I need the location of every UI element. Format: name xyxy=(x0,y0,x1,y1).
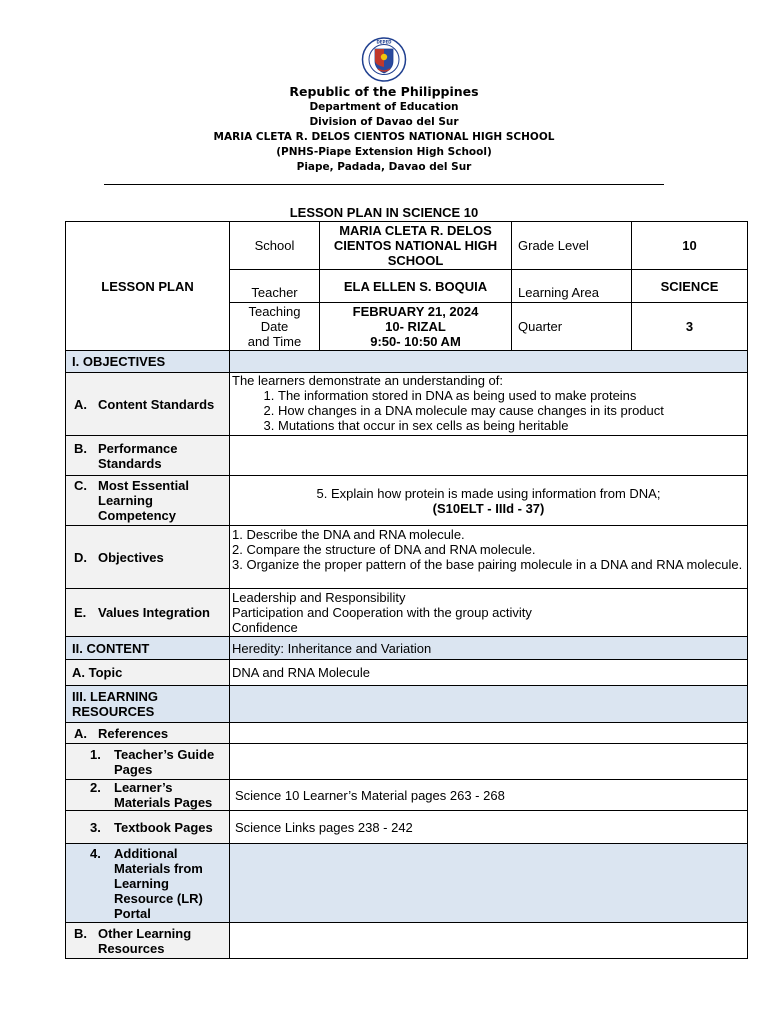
grade-level-value: 10 xyxy=(632,222,748,270)
additional-materials-value xyxy=(230,844,748,923)
school-heading: MARIA CLETA R. DELOS CIENTOS NATIONAL HIGH SCHOOL xyxy=(213,131,555,143)
content-standards-text: Content Standards xyxy=(98,396,215,412)
other-resources-text-line2: Resources xyxy=(98,940,165,956)
textbook-pages-label xyxy=(66,811,230,844)
additional-materials-text-line1: Additional xyxy=(114,845,178,861)
document-title: LESSON PLAN IN SCIENCE 10 xyxy=(289,205,479,220)
content-heading-value: Heredity: Inheritance and Variation xyxy=(230,637,748,660)
content-standards-intro: The learners demonstrate an understanding of: xyxy=(232,373,504,388)
textbook-pages-text: Textbook Pages xyxy=(114,819,213,835)
learners-materials-text-line1: Learner’s xyxy=(114,780,173,795)
objectives-heading-blank xyxy=(230,351,748,373)
melc-text-line3: Competency xyxy=(98,508,177,523)
melc-value xyxy=(230,476,748,526)
learners-materials-text-line2: Materials Pages xyxy=(114,795,213,810)
content-standard-item: 3. Mutations that occur in sex cells as being heritable xyxy=(278,418,745,433)
extension-heading: (PNHS-Piape Extension High School) xyxy=(276,146,492,158)
additional-materials-text-line4: Resource (LR) xyxy=(114,890,203,906)
deped-seal-logo xyxy=(354,37,414,82)
header-divider xyxy=(104,184,664,185)
learning-resources-heading-line2: RESOURCES xyxy=(72,704,155,719)
school-label: School xyxy=(230,222,320,270)
references-label xyxy=(66,723,230,744)
objective-item: 1. Describe the DNA and RNA molecule. xyxy=(232,527,465,542)
additional-materials-text-line5: Portal xyxy=(114,905,151,921)
teaching-date-value xyxy=(320,303,512,351)
topic-label: A. Topic xyxy=(66,660,230,686)
content-standard-item: 2. How changes in a DNA molecule may cause changes in its product xyxy=(278,403,745,418)
value-item: Confidence xyxy=(232,620,298,635)
learning-resources-heading-blank xyxy=(230,686,748,723)
other-resources-text-line1: Other Learning xyxy=(98,925,192,941)
teachers-guide-label xyxy=(66,744,230,780)
objectives-letter: D. xyxy=(74,549,87,565)
quarter-value: 3 xyxy=(632,303,748,351)
references-letter: A. xyxy=(74,725,87,741)
time-value: 9:50- 10:50 AM xyxy=(370,334,461,349)
learners-materials-label xyxy=(66,780,230,811)
learning-area-label: Learning Area xyxy=(512,270,632,303)
objectives-value xyxy=(230,526,748,589)
additional-materials-text-line3: Learning xyxy=(114,875,169,891)
performance-standards-label xyxy=(66,436,230,476)
objectives-heading: I. OBJECTIVES xyxy=(66,351,230,373)
lesson-plan-table xyxy=(65,221,748,959)
content-standards-label xyxy=(66,373,230,436)
performance-standards-text-line1: Performance xyxy=(98,440,178,456)
grade-level-label: Grade Level xyxy=(512,222,632,270)
performance-standards-letter: B. xyxy=(74,440,87,456)
content-heading: II. CONTENT xyxy=(66,637,230,660)
melc-text-line1: Most Essential xyxy=(98,478,190,493)
content-standards-list xyxy=(232,388,745,433)
division-heading: Division of Davao del Sur xyxy=(309,116,459,128)
melc-text-line2: Learning xyxy=(98,493,153,508)
learning-resources-heading xyxy=(66,686,230,723)
value-item: Participation and Cooperation with the group activity xyxy=(232,605,532,620)
teachers-guide-value xyxy=(230,744,748,780)
learners-materials-value: Science 10 Learner’s Material pages 263 - 268 xyxy=(230,780,748,811)
teaching-date-label xyxy=(230,303,320,351)
content-standard-item: 1. The information stored in DNA as being used to make proteins xyxy=(278,388,745,403)
values-text: Values Integration xyxy=(98,605,210,620)
teachers-guide-text-line1: Teacher’s Guide xyxy=(114,746,215,762)
other-resources-label xyxy=(66,923,230,959)
teacher-value: ELA ELLEN S. BOQUIA xyxy=(320,270,512,303)
teaching-date-label-line3: and Time xyxy=(247,334,302,349)
content-standards-value xyxy=(230,373,748,436)
learning-resources-heading-line1: III. LEARNING xyxy=(72,689,158,704)
address-heading: Piape, Padada, Davao del Sur xyxy=(296,161,472,173)
objectives-label xyxy=(66,526,230,589)
melc-competency: 5. Explain how protein is made using information from DNA; xyxy=(316,485,661,501)
teachers-guide-text-line2: Pages xyxy=(114,761,153,777)
school-value: MARIA CLETA R. DELOS CIENTOS NATIONAL HIGH SCHOOL xyxy=(320,222,512,270)
performance-standards-value xyxy=(230,436,748,476)
teachers-guide-number: 1. xyxy=(90,746,101,762)
objectives-text: Objectives xyxy=(98,549,164,565)
section-value: 10- RIZAL xyxy=(385,319,446,334)
additional-materials-number: 4. xyxy=(90,845,101,861)
quarter-label: Quarter xyxy=(512,303,632,351)
content-standards-letter: A. xyxy=(74,396,87,412)
melc-code: (S10ELT - IIId - 37) xyxy=(432,500,545,516)
teaching-date-label-line2: Date xyxy=(260,319,289,334)
textbook-pages-value: Science Links pages 238 - 242 xyxy=(230,811,748,844)
learners-materials-number: 2. xyxy=(90,780,101,795)
objective-item: 3. Organize the proper pattern of the base pairing molecule in a DNA and RNA molecule. xyxy=(232,557,743,572)
melc-label xyxy=(66,476,230,526)
objective-item: 2. Compare the structure of DNA and RNA molecule. xyxy=(232,542,536,557)
republic-heading: Republic of the Philippines xyxy=(289,84,479,99)
values-integration-label xyxy=(66,589,230,637)
performance-standards-text-line2: Standards xyxy=(98,455,162,471)
teaching-date-label-line1: Teaching xyxy=(248,304,301,319)
references-value xyxy=(230,723,748,744)
textbook-pages-number: 3. xyxy=(90,819,101,835)
additional-materials-label xyxy=(66,844,230,923)
melc-letter: C. xyxy=(74,478,87,493)
additional-materials-text-line2: Materials from xyxy=(114,860,203,876)
topic-value: DNA and RNA Molecule xyxy=(230,660,748,686)
svg-text:DEPED: DEPED xyxy=(376,39,392,45)
learning-area-value: SCIENCE xyxy=(632,270,748,303)
lesson-plan-label: LESSON PLAN xyxy=(66,222,230,351)
teacher-label: Teacher xyxy=(230,270,320,303)
department-heading: Department of Education xyxy=(309,101,459,113)
value-item: Leadership and Responsibility xyxy=(232,590,406,605)
values-letter: E. xyxy=(74,605,87,620)
other-resources-letter: B. xyxy=(74,925,87,941)
other-resources-value xyxy=(230,923,748,959)
date-value: FEBRUARY 21, 2024 xyxy=(352,304,479,319)
values-integration-value xyxy=(230,589,748,637)
references-text: References xyxy=(98,725,169,741)
